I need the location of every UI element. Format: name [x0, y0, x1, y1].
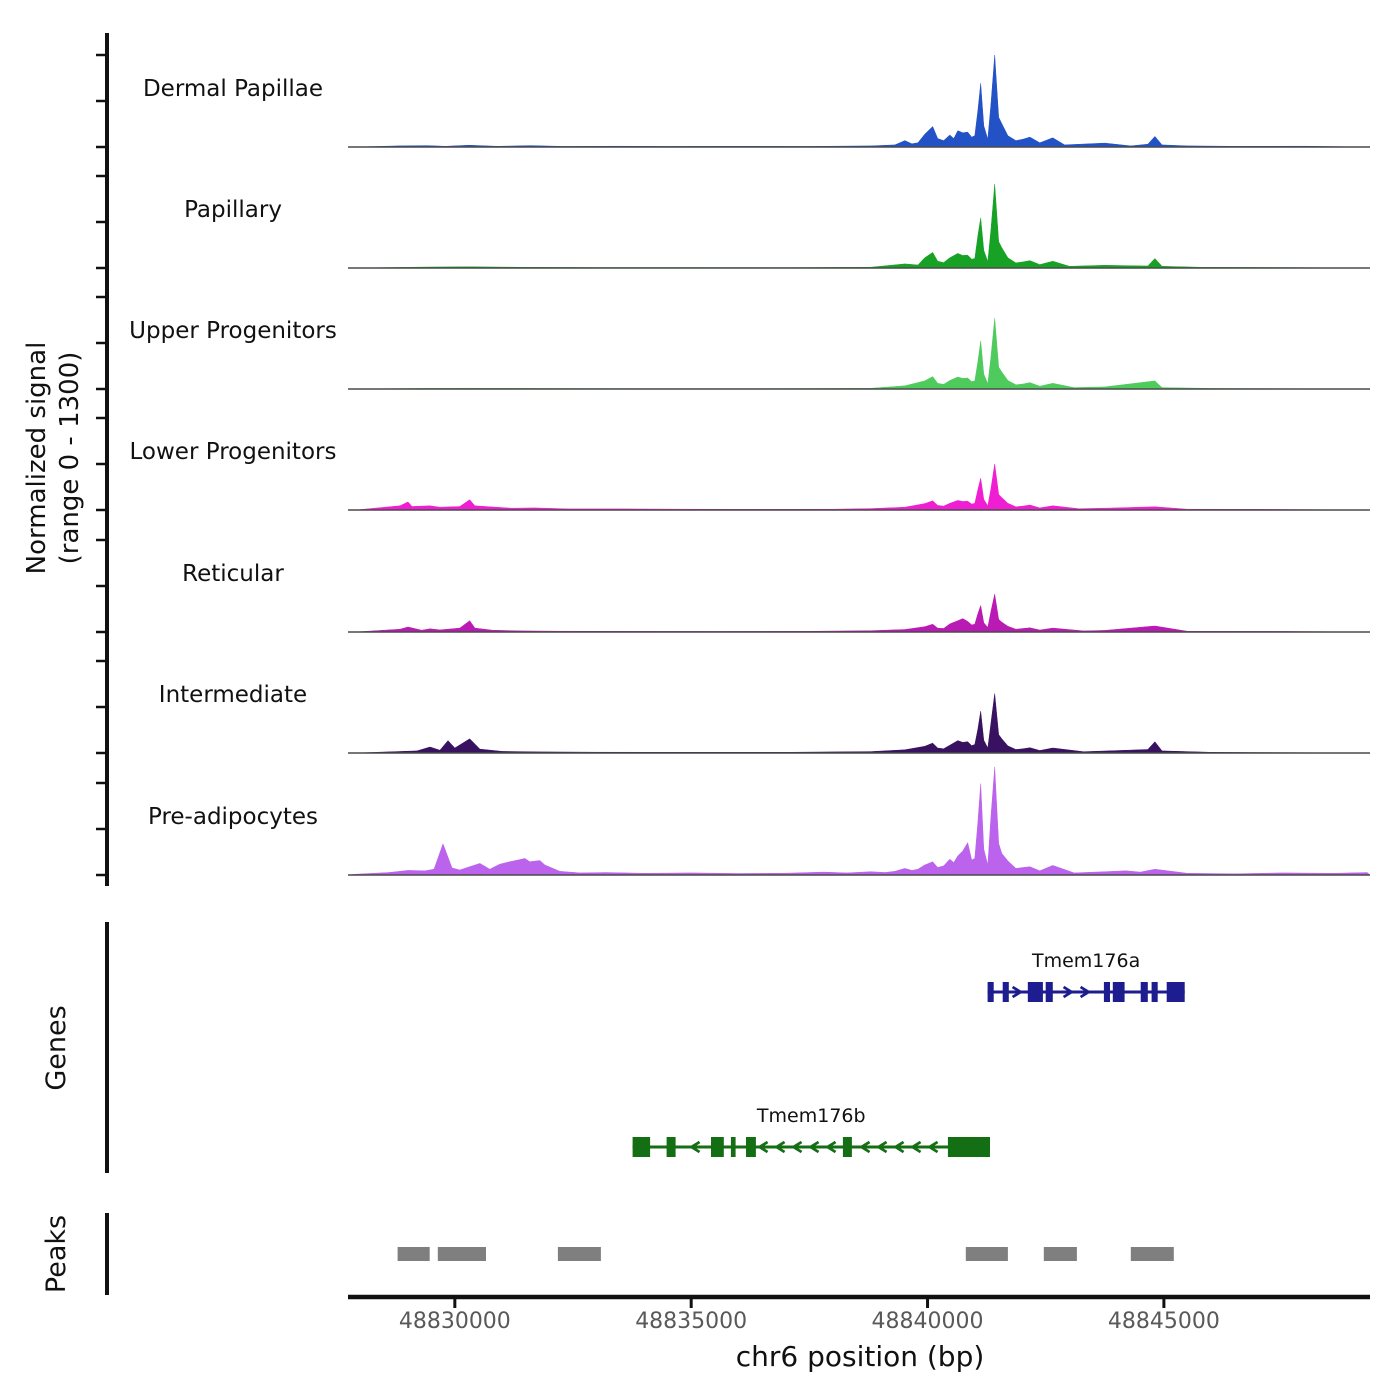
gene-exon-tmem176a — [1141, 982, 1148, 1002]
x-tick-label: 48840000 — [871, 1309, 984, 1334]
peak-interval — [966, 1247, 1008, 1261]
signal-track-reticular — [348, 594, 1370, 632]
signal-track-dermal-papillae — [348, 55, 1370, 147]
gene-exon-tmem176b — [843, 1137, 852, 1157]
gene-exon-tmem176b — [667, 1137, 676, 1157]
gene-label-tmem176a: Tmem176a — [1032, 950, 1141, 972]
track-label-papillary: Papillary — [184, 197, 282, 223]
signal-track-intermediate — [348, 694, 1370, 753]
y-axis-title-line1: Normalized signal — [22, 341, 52, 575]
track-label-intermediate: Intermediate — [158, 682, 308, 708]
gene-exon-tmem176b — [948, 1137, 990, 1157]
gene-exon-tmem176b — [731, 1137, 736, 1157]
peaks-section-label: Peaks — [41, 1214, 72, 1294]
gene-exon-tmem176b — [633, 1137, 651, 1157]
genes-section-label: Genes — [41, 1005, 72, 1091]
signal-track-pre-adipocytes — [348, 767, 1370, 875]
signal-track-lower-progenitors — [348, 464, 1370, 510]
gene-exon-tmem176a — [1152, 982, 1158, 1002]
x-tick-label: 48830000 — [398, 1309, 511, 1334]
peak-interval — [398, 1247, 430, 1261]
peak-interval — [558, 1247, 601, 1261]
gene-label-tmem176b: Tmem176b — [756, 1105, 866, 1127]
gene-exon-tmem176a — [1046, 982, 1053, 1002]
peak-interval — [1044, 1247, 1077, 1261]
gene-exon-tmem176a — [988, 982, 994, 1002]
signal-track-upper-progenitors — [348, 318, 1370, 389]
y-axis-title — [21, 148, 87, 768]
peak-interval — [438, 1247, 486, 1261]
track-label-upper-progenitors: Upper Progenitors — [129, 318, 337, 344]
signal-track-papillary — [348, 184, 1370, 268]
gene-exon-tmem176a — [1113, 982, 1125, 1002]
track-label-pre-adipocytes: Pre-adipocytes — [147, 804, 319, 830]
gene-exon-tmem176b — [711, 1137, 724, 1157]
gene-exon-tmem176a — [1167, 982, 1185, 1002]
gene-exon-tmem176a — [1028, 982, 1043, 1002]
x-tick-label: 48835000 — [635, 1309, 748, 1334]
track-label-reticular: Reticular — [182, 561, 284, 587]
x-tick-label: 48845000 — [1107, 1309, 1220, 1334]
gene-exon-tmem176b — [746, 1137, 756, 1157]
gene-exon-tmem176a — [1104, 982, 1110, 1002]
track-label-dermal-papillae: Dermal Papillae — [142, 76, 324, 102]
x-axis-title: chr6 position (bp) — [735, 1340, 985, 1373]
peak-interval — [1131, 1247, 1174, 1261]
track-label-lower-progenitors: Lower Progenitors — [129, 439, 337, 465]
gene-exon-tmem176a — [1003, 982, 1009, 1002]
y-axis-title-line2: (range 0 - 1300) — [54, 351, 85, 565]
